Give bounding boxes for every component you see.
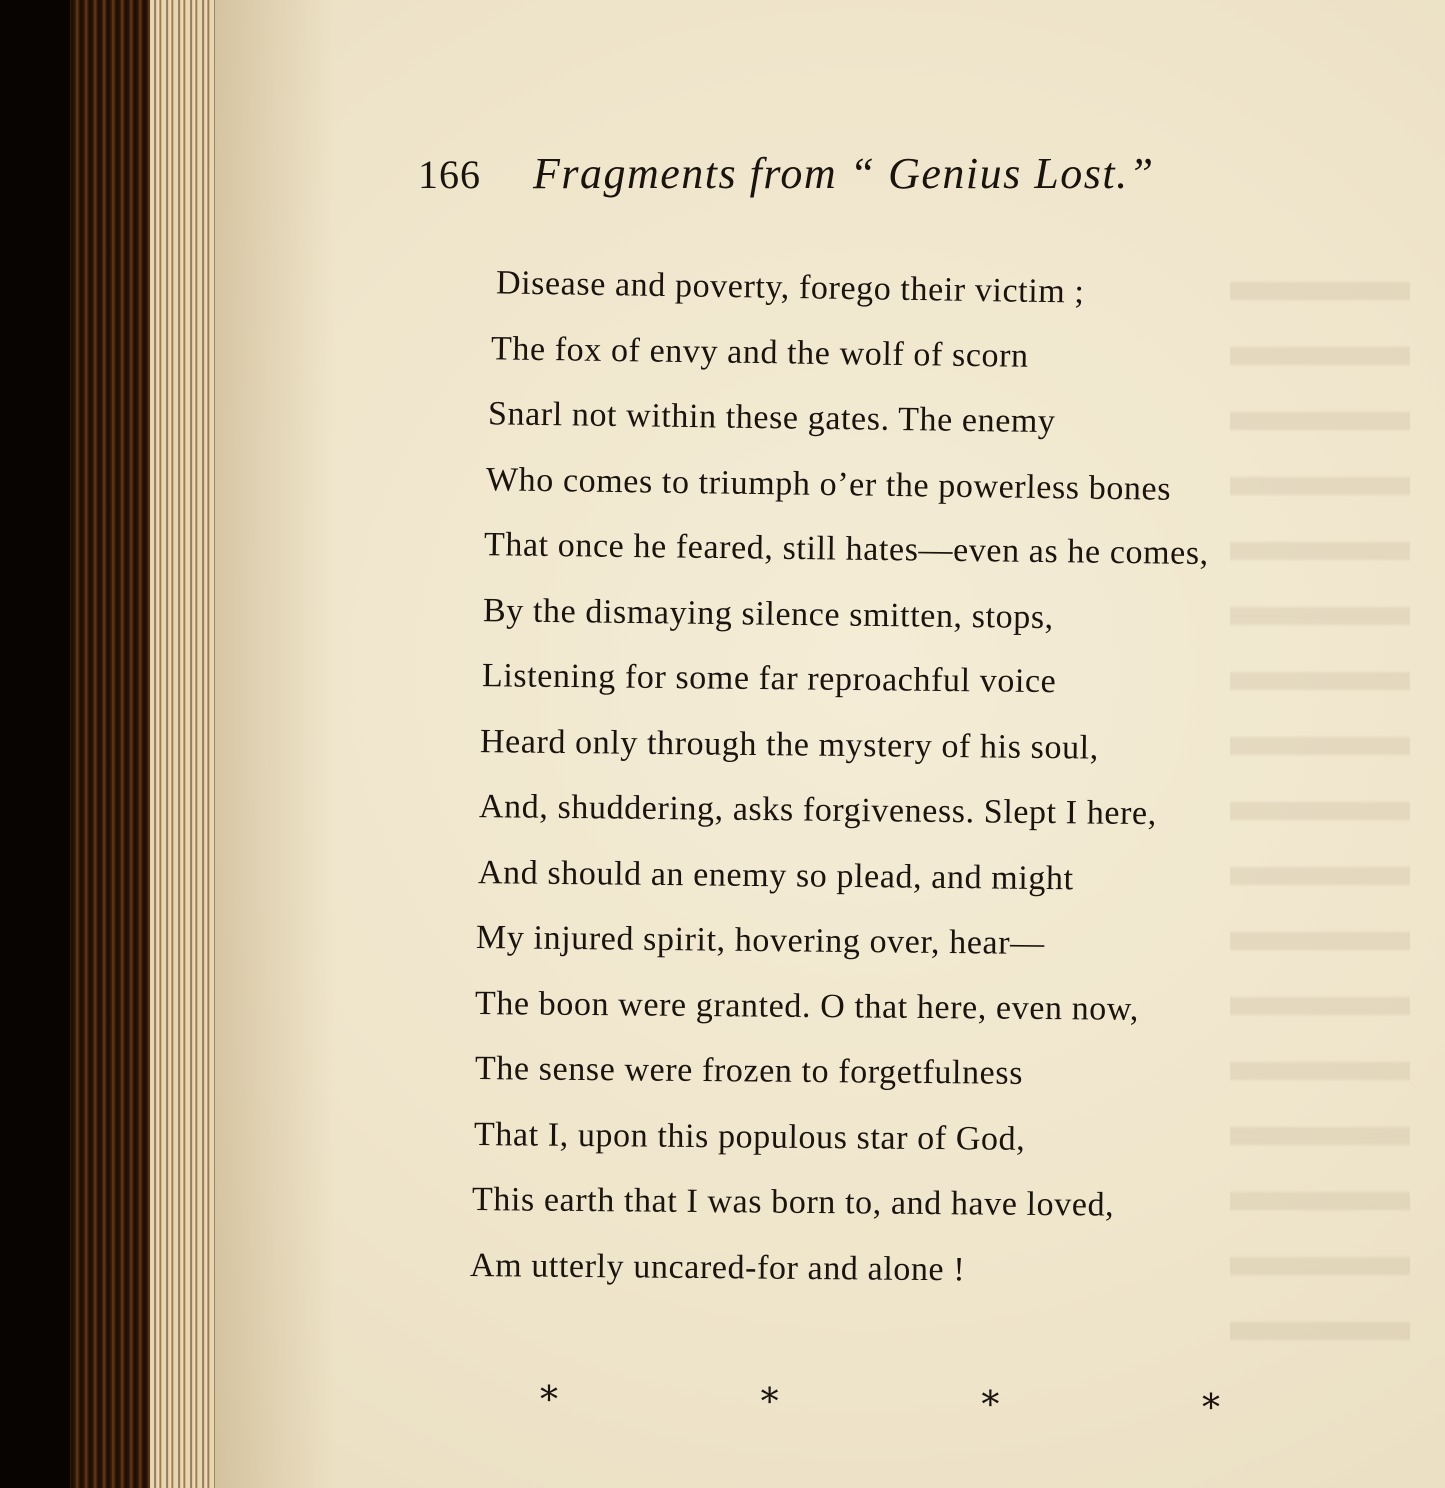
poem-line: The boon were granted. O that here, even now, (474, 984, 1140, 1028)
poem-line: And, shuddering, asks forgiveness. Slept I here, (478, 788, 1158, 833)
poem-line: My injured spirit, hovering over, hear— (475, 919, 1045, 963)
asterism-star: * (760, 1382, 779, 1423)
poem-line: Disease and poverty, forego their victim ; (495, 264, 1085, 311)
spine-shadow (0, 0, 70, 1488)
poem-line: By the dismaying silence smitten, stops, (482, 591, 1054, 636)
poem-line: And should an enemy so plead, and might (477, 853, 1074, 897)
asterism-star: * (540, 1380, 558, 1421)
poem-line: This earth that I was born to, and have loved, (471, 1181, 1115, 1224)
poem-line: The sense were frozen to forgetfulness (474, 1050, 1024, 1092)
asterism-star: * (1201, 1388, 1220, 1429)
gutter-shadow (215, 0, 335, 1488)
section-break (540, 1380, 1220, 1429)
running-header (418, 148, 1318, 208)
poem-line: Who comes to triumph o’er the powerless bones (485, 460, 1172, 508)
poem-line: Snarl not within these gates. The enemy (487, 395, 1056, 441)
poem-line: The fox of envy and the wolf of scorn (490, 329, 1029, 375)
poem-line: Heard only through the mystery of his soul, (479, 722, 1099, 767)
poem-text (470, 250, 1390, 1298)
asterism-star: * (981, 1385, 1000, 1426)
poem-line: That I, upon this populous star of God, (473, 1115, 1026, 1158)
running-title: Fragments from “ Genius Lost.” (533, 149, 1155, 198)
page-edges (150, 0, 215, 1488)
poem-line: That once he feared, still hates—even as he comes, (483, 526, 1210, 573)
poem-line: Am utterly uncared-for and alone ! (469, 1246, 966, 1288)
poem-line: Listening for some far reproachful voice (481, 657, 1057, 701)
page-number: 166 (418, 152, 481, 197)
